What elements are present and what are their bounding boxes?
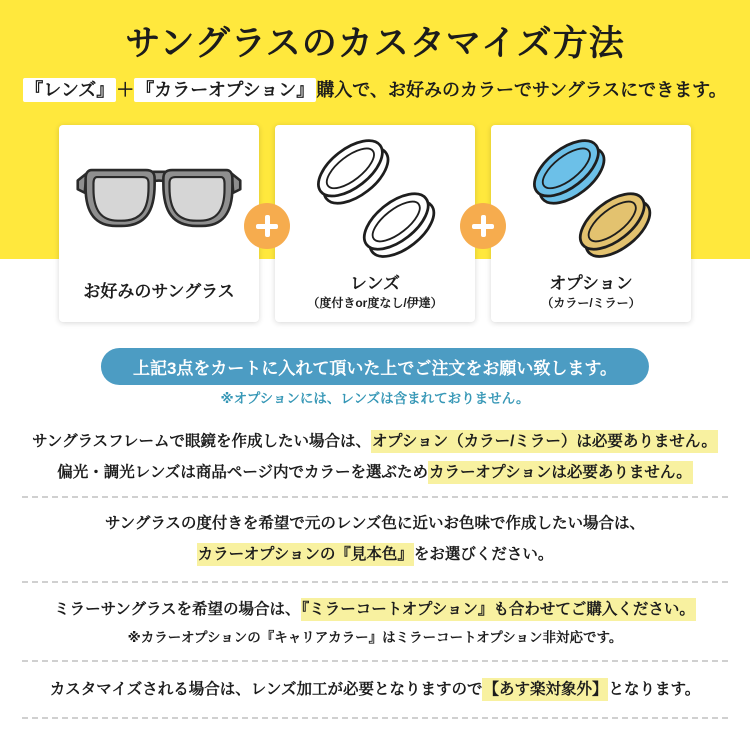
dashed-divider <box>22 581 728 583</box>
step-label: お好みのサングラス <box>83 282 235 301</box>
step-card-lens <box>275 125 475 322</box>
text-line <box>0 678 750 702</box>
page-title: サングラスのカスタマイズ方法 <box>125 24 625 63</box>
step-sublabel: （度付きor度なし/伊達） <box>307 296 443 310</box>
step-card-text <box>307 267 442 317</box>
plus-icon <box>460 203 506 249</box>
highlighted-text: 【あす楽対象外】 <box>482 678 608 701</box>
clear-lenses-illustration <box>306 132 444 264</box>
text-segment: サングラスフレームで眼鏡を作成したい場合は、 <box>32 433 371 450</box>
color-lenses-icon <box>522 129 660 267</box>
sunglasses-icon <box>76 129 242 267</box>
text-segment: となります。 <box>608 681 701 698</box>
color-lenses-illustration <box>522 132 660 264</box>
highlighted-text: カラーオプションの『見本色』 <box>197 543 414 566</box>
subtitle-segment-plus: ＋ <box>116 80 135 100</box>
dashed-divider <box>22 660 728 662</box>
text-line <box>0 426 750 457</box>
text-segment: サングラスの度付きを希望で元のレンズ色に近いお色味で作成したい場合は、 <box>104 515 646 532</box>
plus-icon <box>244 203 290 249</box>
steps-row <box>0 125 750 322</box>
step-label: オプション <box>549 274 633 293</box>
subtitle-segment-color-option: 『カラーオプション』 <box>136 80 315 100</box>
section-asuraku-note <box>0 678 750 702</box>
step-sublabel: （カラー/ミラー） <box>541 296 641 310</box>
text-line <box>0 628 750 648</box>
text-line <box>0 457 750 488</box>
dashed-divider <box>22 717 728 719</box>
text-segment: 偏光・調光レンズは商品ページ内でカラーを選ぶため <box>57 464 429 481</box>
highlighted-text: オプション（カラー/ミラー）は必要ありません。 <box>371 430 718 453</box>
text-segment: ミラーサングラスを希望の場合は、 <box>54 601 301 618</box>
text-segment: をお選びください。 <box>413 546 554 563</box>
dashed-divider <box>22 496 728 498</box>
text-segment: ※カラーオプションの『キャリアカラー』はミラーコートオプション非対応です。 <box>127 630 623 645</box>
text-line <box>0 598 750 622</box>
step-card-sunglasses <box>59 125 259 322</box>
section-mirror-coat-subnote <box>0 628 750 648</box>
section-frame-only-note <box>0 426 750 488</box>
clear-lenses-icon <box>306 129 444 267</box>
text-line <box>0 508 750 539</box>
step-cards <box>0 125 750 322</box>
subtitle-segment-lens: 『レンズ』 <box>25 80 115 100</box>
text-segment: カスタマイズされる場合は、レンズ加工が必要となりますので <box>49 681 483 698</box>
order-instruction-banner: 上記3点をカートに入れて頂いた上でご注文をお願い致します。 <box>101 348 649 385</box>
sunglasses-illustration <box>76 160 242 236</box>
subtitle <box>0 77 750 103</box>
step-card-text <box>83 267 234 317</box>
step-card-option <box>491 125 691 322</box>
highlighted-text: 『ミラーコートオプション』も合わせてご購入ください。 <box>301 598 696 621</box>
section-mirror-coat-note <box>0 598 750 622</box>
text-line <box>0 539 750 570</box>
highlighted-text: カラーオプションは必要ありません。 <box>428 461 693 484</box>
subtitle-segment-tail: 購入で、お好みのカラーでサングラスにできます。 <box>316 80 727 100</box>
option-note: ※オプションには、レンズは含まれておりません。 <box>220 391 530 406</box>
step-card-text <box>541 267 640 317</box>
step-label: レンズ <box>349 274 401 293</box>
section-sample-color-note <box>0 508 750 570</box>
